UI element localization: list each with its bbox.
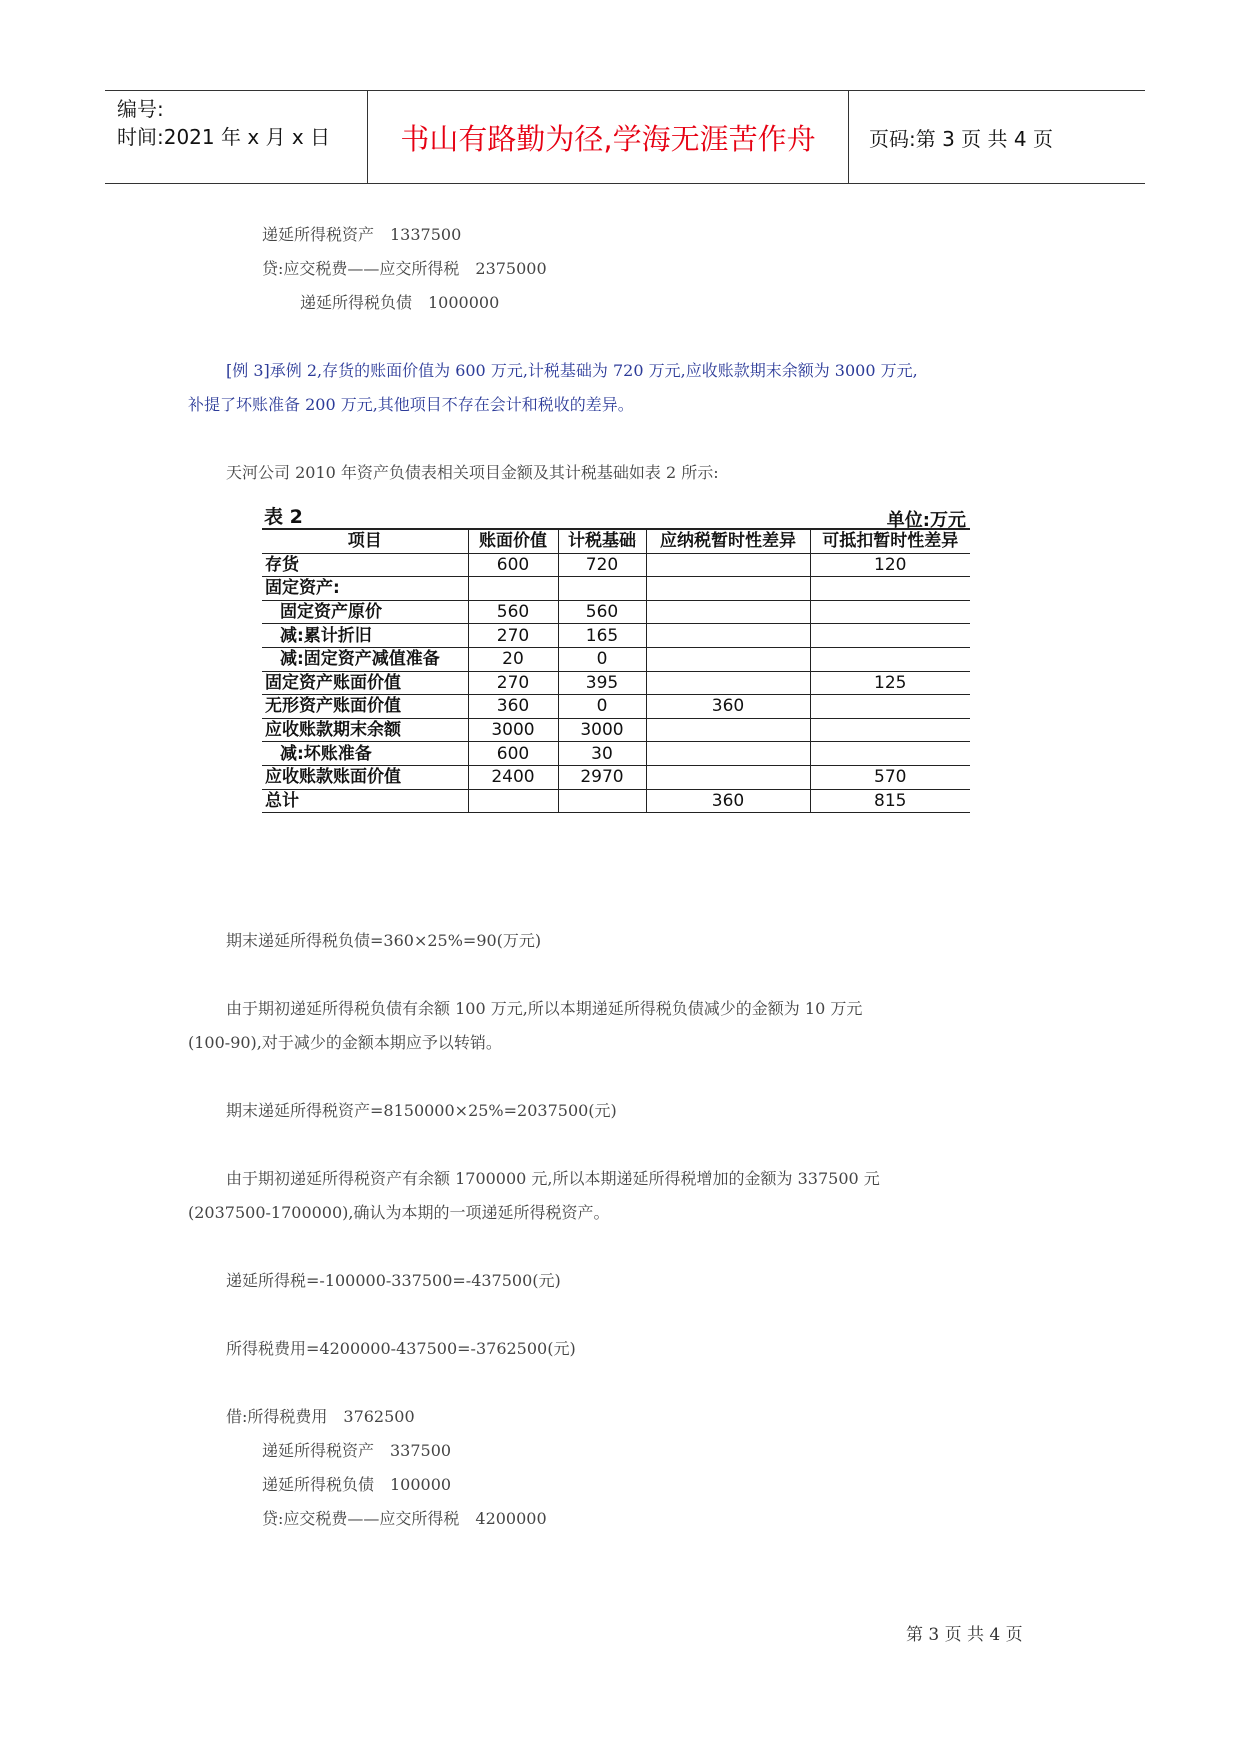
cell: 270	[468, 671, 558, 695]
cell: 600	[468, 553, 558, 577]
cell: 2970	[558, 765, 646, 789]
row-label: 固定资产原价	[262, 600, 468, 624]
motto: 书山有路勤为径,学海无涯苦作舟	[367, 91, 849, 183]
entry-line: 递延所得税资产 1337500	[262, 225, 462, 244]
table-row	[262, 647, 970, 671]
table-row	[262, 671, 970, 695]
cell	[646, 742, 810, 766]
cell: 395	[558, 671, 646, 695]
cell	[646, 624, 810, 648]
entry-line: 贷:应交税费——应交所得税 4200000	[262, 1509, 547, 1528]
cell	[646, 718, 810, 742]
cell: 815	[810, 789, 970, 813]
calc-line: 所得税费用=4200000-437500=-3762500(元)	[226, 1339, 576, 1358]
col-header: 项目	[262, 529, 468, 553]
cell: 560	[558, 600, 646, 624]
cell	[646, 600, 810, 624]
table-row	[262, 695, 970, 719]
calc-line: 由于期初递延所得税资产有余额 1700000 元,所以本期递延所得税增加的金额为 337500 元	[226, 1169, 880, 1188]
row-label: 无形资产账面价值	[262, 695, 468, 719]
cell	[810, 647, 970, 671]
financial-table	[262, 528, 970, 813]
row-label: 固定资产:	[262, 577, 468, 601]
col-header: 计税基础	[558, 529, 646, 553]
entry-line: 借:所得税费用 3762500	[226, 1407, 415, 1426]
number-label: 编号:	[117, 97, 164, 121]
col-header: 账面价值	[468, 529, 558, 553]
row-label: 应收账款账面价值	[262, 765, 468, 789]
cell	[810, 742, 970, 766]
page-header	[105, 90, 1145, 184]
page-label: 页码:第 3 页 共 4 页	[869, 126, 1053, 151]
row-label: 减:坏账准备	[262, 742, 468, 766]
page-footer: 第 3 页 共 4 页	[906, 1625, 1023, 1645]
cell	[558, 577, 646, 601]
row-label: 总计	[262, 789, 468, 813]
cell: 570	[810, 765, 970, 789]
cell: 270	[468, 624, 558, 648]
row-label: 存货	[262, 553, 468, 577]
cell: 360	[468, 695, 558, 719]
calc-line: 期末递延所得税资产=8150000×25%=2037500(元)	[226, 1101, 617, 1120]
table-row	[262, 577, 970, 601]
entry-line: 递延所得税资产 337500	[262, 1441, 452, 1460]
entry-line: 递延所得税负债 100000	[262, 1475, 452, 1494]
cell: 560	[468, 600, 558, 624]
table-intro: 天河公司 2010 年资产负债表相关项目金额及其计税基础如表 2 所示:	[226, 463, 719, 482]
cell	[810, 718, 970, 742]
cell: 165	[558, 624, 646, 648]
table-row	[262, 765, 970, 789]
entry-line: 递延所得税负债 1000000	[300, 293, 500, 312]
cell	[468, 789, 558, 813]
row-label: 应收账款期末余额	[262, 718, 468, 742]
table-header-row	[262, 529, 970, 553]
calc-line: (100-90),对于减少的金额本期应予以转销。	[188, 1033, 502, 1052]
table-row	[262, 718, 970, 742]
cell	[810, 695, 970, 719]
cell	[810, 600, 970, 624]
example-line: 补提了坏账准备 200 万元,其他项目不存在会计和税收的差异。	[188, 395, 634, 414]
cell	[646, 647, 810, 671]
row-label: 减:固定资产减值准备	[262, 647, 468, 671]
cell: 2400	[468, 765, 558, 789]
cell: 720	[558, 553, 646, 577]
header-info	[117, 91, 365, 183]
cell: 3000	[558, 718, 646, 742]
example-line: [例 3]承例 2,存货的账面价值为 600 万元,计税基础为 720 万元,应收账款期末余额为 3000 万元,	[226, 361, 918, 380]
cell	[646, 553, 810, 577]
table-row	[262, 600, 970, 624]
cell: 125	[810, 671, 970, 695]
table-unit: 单位:万元	[886, 510, 966, 531]
cell	[646, 577, 810, 601]
calc-line: 期末递延所得税负债=360×25%=90(万元)	[226, 931, 542, 950]
cell	[468, 577, 558, 601]
cell: 360	[646, 695, 810, 719]
cell: 600	[468, 742, 558, 766]
col-header: 应纳税暂时性差异	[646, 529, 810, 553]
table-row	[262, 789, 970, 813]
table-row	[262, 624, 970, 648]
row-label: 固定资产账面价值	[262, 671, 468, 695]
col-header: 可抵扣暂时性差异	[810, 529, 970, 553]
time-label: 时间:2021 年 x 月 x 日	[117, 125, 331, 149]
cell	[810, 577, 970, 601]
row-label: 减:累计折旧	[262, 624, 468, 648]
cell: 120	[810, 553, 970, 577]
table-row	[262, 553, 970, 577]
calc-line: (2037500-1700000),确认为本期的一项递延所得税资产。	[188, 1203, 610, 1222]
calc-line: 递延所得税=-100000-337500=-437500(元)	[226, 1271, 561, 1290]
entry-line: 贷:应交税费——应交所得税 2375000	[262, 259, 547, 278]
cell: 3000	[468, 718, 558, 742]
table-row	[262, 742, 970, 766]
cell: 20	[468, 647, 558, 671]
calc-line: 由于期初递延所得税负债有余额 100 万元,所以本期递延所得税负债减少的金额为 10 万元	[226, 999, 863, 1018]
table-title: 表 2	[264, 506, 303, 528]
cell	[558, 789, 646, 813]
cell	[646, 671, 810, 695]
cell: 0	[558, 695, 646, 719]
cell: 30	[558, 742, 646, 766]
cell: 360	[646, 789, 810, 813]
cell	[810, 624, 970, 648]
cell: 0	[558, 647, 646, 671]
cell	[646, 765, 810, 789]
